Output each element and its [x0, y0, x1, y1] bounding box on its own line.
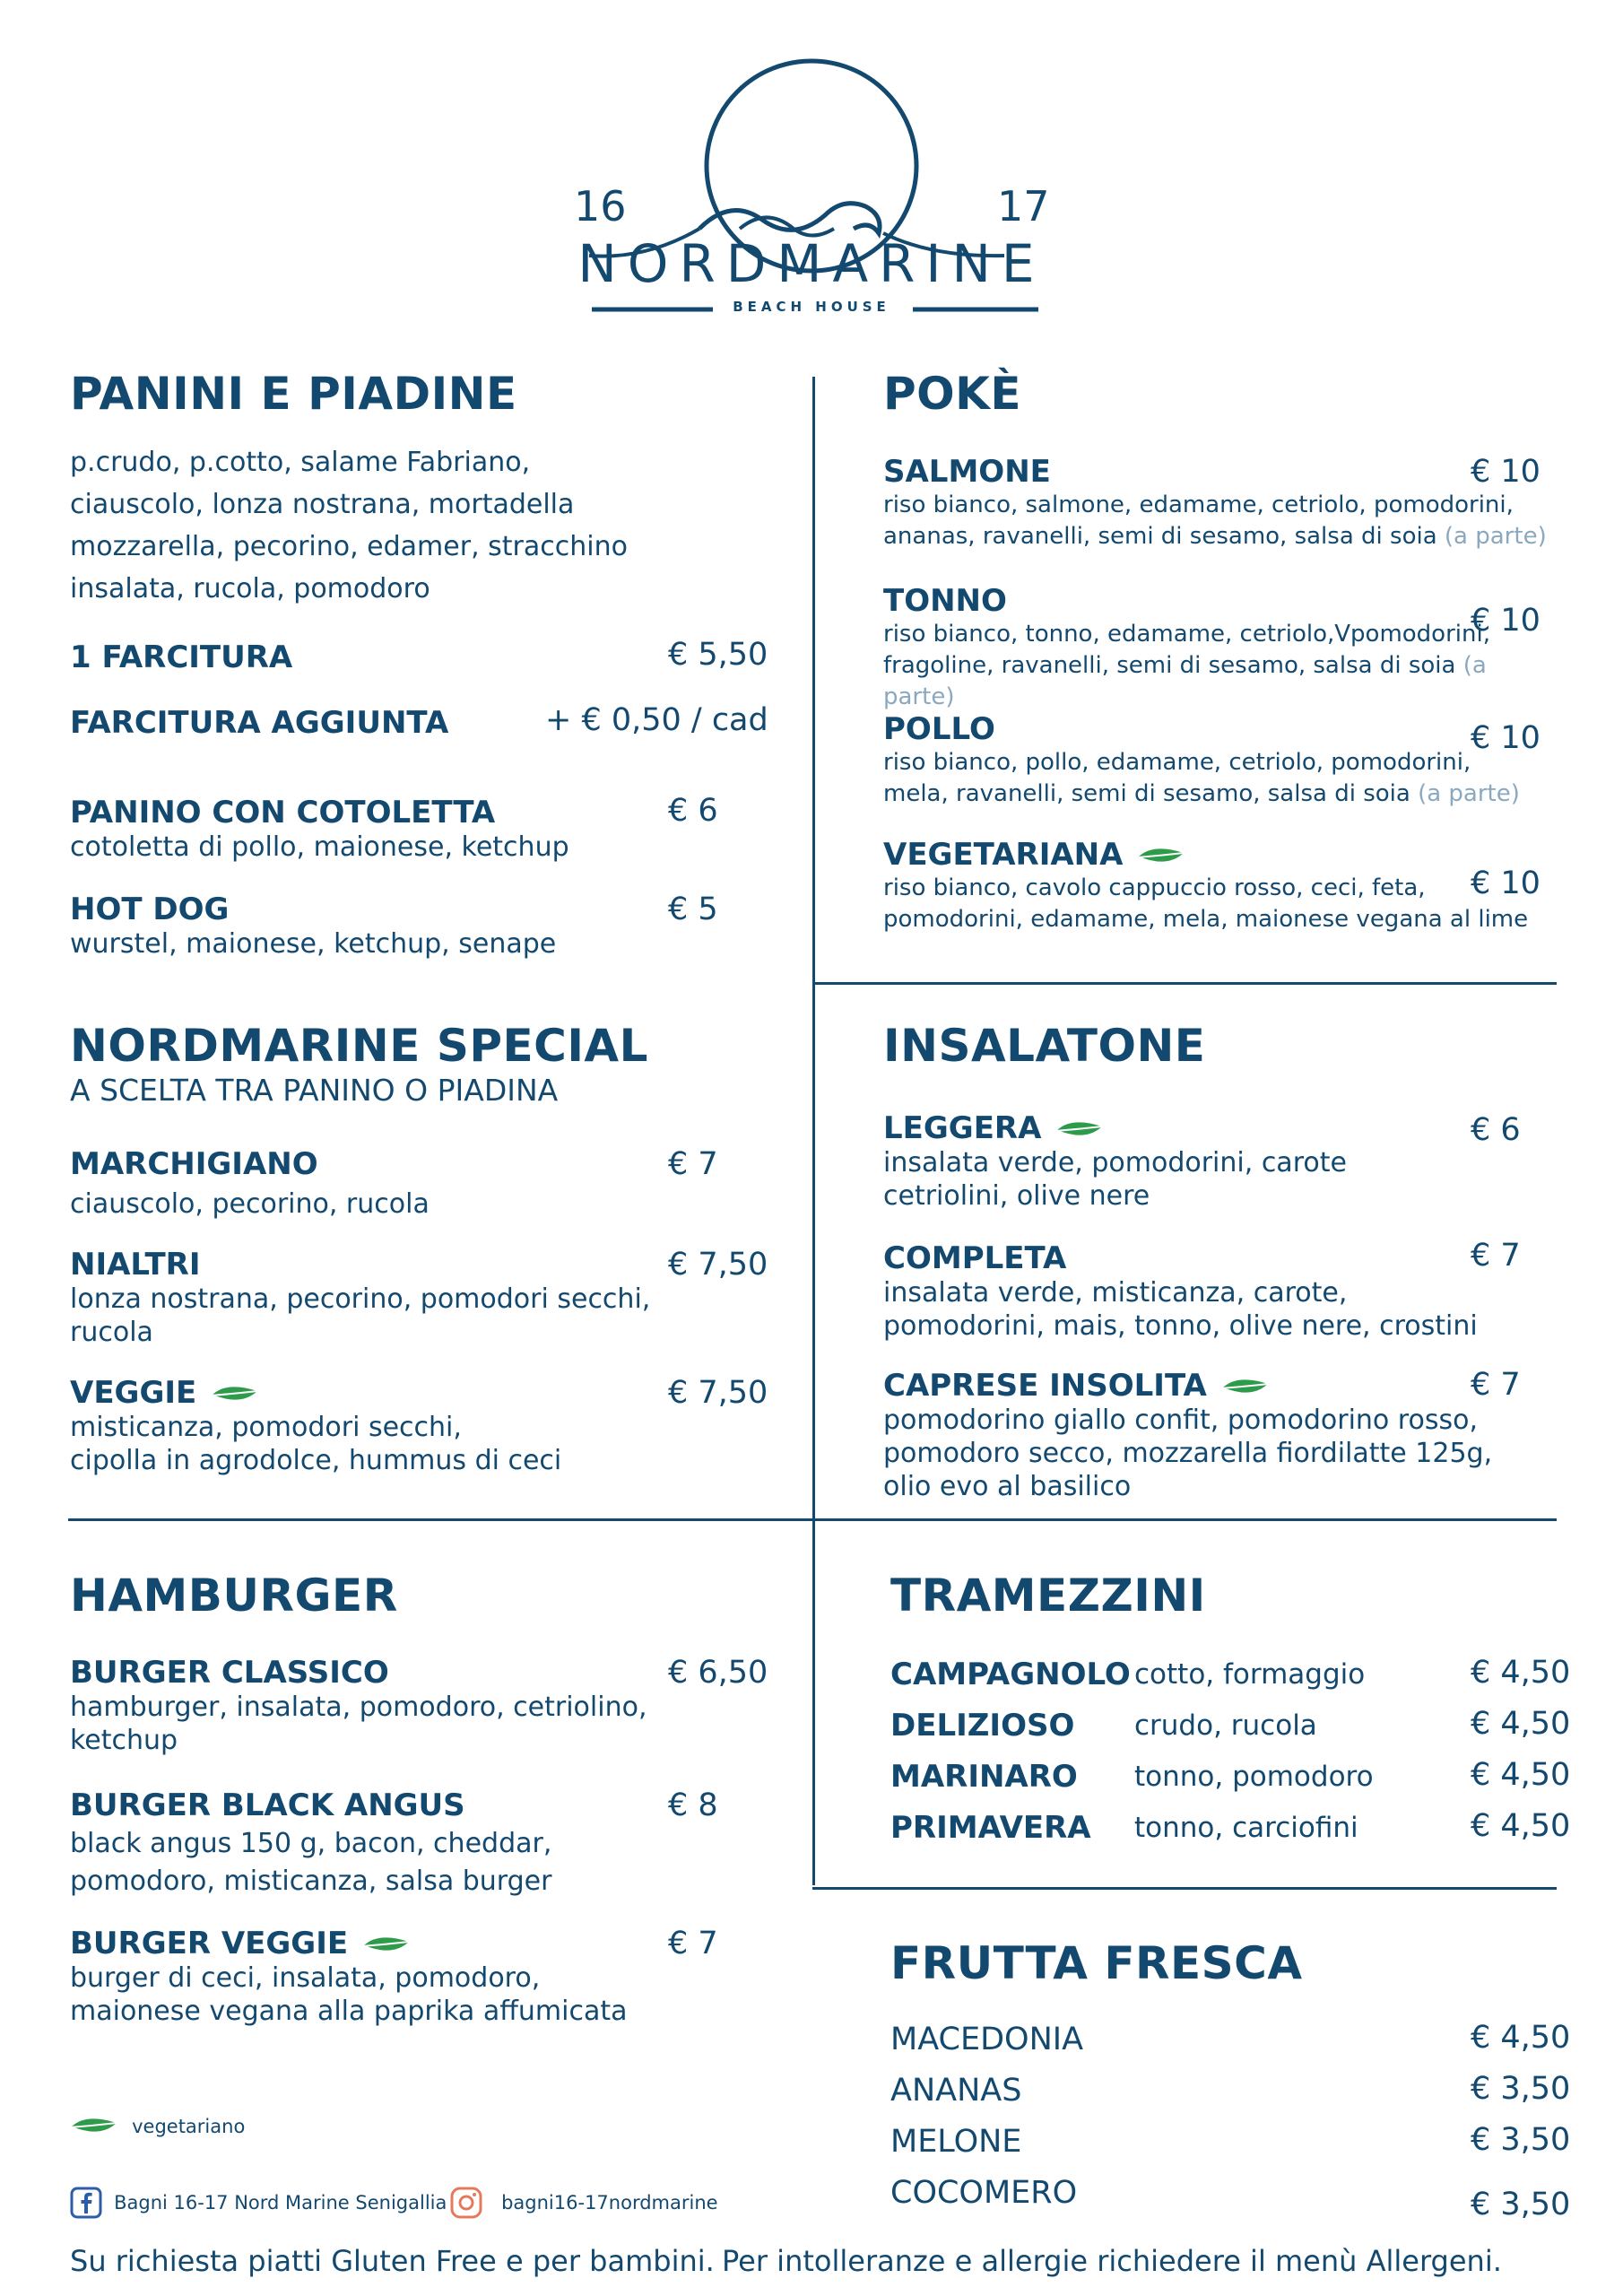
legend	[68, 2115, 245, 2142]
footer-allergy-note: Per intolleranze e allergie richiedere il menù Allergeni.	[722, 2244, 1502, 2278]
special-price-veggie: € 7,50	[668, 1375, 768, 1411]
desc-line: rucola	[70, 1317, 153, 1348]
cotoletta-name: PANINO CON COTOLETTA	[70, 795, 496, 831]
desc-line: mela, ravanelli, semi di sesamo, salsa di soia	[883, 780, 1410, 807]
insalatone-item-desc	[883, 1404, 1547, 1503]
special-item-desc: ciauscolo, pecorino, rucola	[70, 1188, 430, 1220]
poke-item-vegetariana	[883, 837, 1547, 935]
desc-line: pomodorino giallo confit, pomodorino rosso,	[883, 1405, 1478, 1436]
special-item-marchigiano	[70, 1146, 430, 1221]
a-parte-note: (a parte)	[1418, 780, 1520, 807]
tramezzino-name: MARINARO	[890, 1759, 1078, 1795]
special-price-nialtri: € 7,50	[668, 1247, 768, 1283]
instagram-handle: bagni16-17nordmarine	[501, 2192, 718, 2213]
poke-item-name: POLLO	[883, 711, 995, 747]
hotdog-price: € 5	[668, 891, 718, 927]
filling-line: p.crudo, p.cotto, salame Fabriano,	[70, 447, 531, 478]
desc-line: cipolla in agrodolce, hummus di ceci	[70, 1445, 562, 1476]
poke-item-pollo	[883, 711, 1547, 810]
filling-line: insalata, rucola, pomodoro	[70, 573, 430, 604]
hamburger-item-classico	[70, 1655, 647, 1757]
insalatone-item-leggera	[883, 1110, 1547, 1213]
a-parte-note: (a parte)	[1444, 523, 1547, 550]
frutta-name: COCOMERO	[890, 2175, 1078, 2211]
desc-line: hamburger, insalata, pomodoro, cetriolino,	[70, 1692, 647, 1723]
poke-title: POKÈ	[883, 368, 1022, 420]
insalatone-item-name: CAPRESE INSOLITA	[883, 1368, 1207, 1404]
poke-item-tonno	[883, 583, 1547, 713]
special-item-desc	[70, 1411, 561, 1477]
desc-line: ananas, ravanelli, semi di sesamo, salsa di soia	[883, 523, 1437, 550]
vegetarian-leaf-icon	[1219, 1376, 1270, 1399]
desc-line: pomodoro, misticanza, salsa burger	[70, 1866, 552, 1897]
tramezzino-name: PRIMAVERA	[890, 1810, 1091, 1846]
tramezzini-row	[890, 1808, 1571, 1849]
frutta-name: ANANAS	[890, 2073, 1022, 2109]
footer-gluten-note: Su richiesta piatti Gluten Free e per bambini.	[70, 2244, 715, 2278]
hamburger-item-desc	[70, 1691, 647, 1757]
desc-line: maionese vegana alla paprika affumicata	[70, 1996, 628, 2027]
hotdog-desc: wurstel, maionese, ketchup, senape	[70, 928, 557, 960]
filling-line: ciauscolo, lonza nostrana, mortadella	[70, 489, 575, 520]
tramezzini-title: TRAMEZZINI	[890, 1570, 1206, 1622]
poke-item-name-row	[883, 837, 1547, 873]
poke-item-desc	[883, 619, 1547, 713]
insalatone-item-name-row	[883, 1110, 1547, 1146]
frutta-price: € 4,50	[1471, 2020, 1571, 2056]
tramezzini-row	[890, 1706, 1571, 1747]
poke-price-tonno: € 10	[1471, 603, 1541, 639]
tramezzino-desc: tonno, pomodoro	[1134, 1761, 1374, 1793]
frutta-price: € 3,50	[1471, 2187, 1571, 2222]
vegetarian-leaf-icon	[68, 2115, 118, 2138]
desc-line: pomodorini, edamame, mela, maionese vegana al lime	[883, 906, 1529, 933]
desc-line: burger di ceci, insalata, pomodoro,	[70, 1962, 541, 1994]
poke-price-pollo: € 10	[1471, 720, 1541, 756]
divider-tramezzini-frutta	[812, 1887, 1557, 1890]
special-item-veggie	[70, 1375, 561, 1477]
tramezzini-row	[890, 1757, 1571, 1798]
desc-line: riso bianco, tonno, edamame, cetriolo,Vpomodorini,	[883, 621, 1490, 648]
desc-line: riso bianco, salmone, edamame, cetriolo, pomodorini,	[883, 491, 1514, 518]
insalatone-title: INSALATONE	[883, 1020, 1206, 1072]
frutta-name: MELONE	[890, 2124, 1022, 2160]
special-item-name-row	[70, 1375, 561, 1411]
logo	[574, 49, 1049, 323]
desc-line: misticanza, pomodori secchi,	[70, 1412, 462, 1443]
tramezzini-row	[890, 1655, 1571, 1696]
instagram-link[interactable]	[450, 2187, 718, 2221]
tramezzino-desc: cotto, formaggio	[1134, 1658, 1366, 1691]
poke-item-salmone	[883, 454, 1547, 552]
panini-title: PANINI E PIADINE	[70, 368, 517, 420]
hamburger-price-classico: € 6,50	[668, 1655, 768, 1691]
desc-line: fragoline, ravanelli, semi di sesamo, salsa di soia	[883, 652, 1456, 679]
special-price-marchigiano: € 7	[668, 1146, 718, 1182]
insalatone-item-name-row	[883, 1368, 1547, 1404]
hamburger-item-name: BURGER VEGGIE	[70, 1926, 349, 1961]
frutta-title: FRUTTA FRESCA	[890, 1937, 1303, 1989]
desc-line: black angus 150 g, bacon, cheddar,	[70, 1828, 552, 1859]
tramezzino-price: € 4,50	[1471, 1757, 1571, 1793]
aggiunta-price: + € 0,50 / cad	[545, 702, 768, 738]
poke-item-name: VEGETARIANA	[883, 837, 1124, 873]
facebook-link[interactable]	[70, 2187, 447, 2221]
tramezzino-name: CAMPAGNOLO	[890, 1657, 1131, 1692]
insalatone-item-desc	[883, 1146, 1547, 1213]
desc-line: pomodoro secco, mozzarella fiordilatte 125g,	[883, 1438, 1493, 1469]
insalatone-item-completa	[883, 1240, 1547, 1343]
hamburger-item-desc	[70, 1961, 628, 2028]
instagram-icon	[450, 2187, 482, 2219]
logo-left-number: 16	[574, 182, 627, 230]
vegetarian-leaf-icon	[209, 1383, 259, 1406]
frutta-price: € 3,50	[1471, 2122, 1571, 2158]
legend-label: vegetariano	[132, 2116, 246, 2137]
panini-fillings	[70, 441, 628, 610]
desc-line: riso bianco, pollo, edamame, cetriolo, pomodorini,	[883, 749, 1471, 776]
hamburger-item-desc	[70, 1825, 551, 1900]
desc-line: cetriolini, olive nere	[883, 1180, 1150, 1212]
poke-item-name: SALMONE	[883, 454, 1051, 490]
hamburger-item-name-row	[70, 1926, 628, 1961]
special-item-name: NIALTRI	[70, 1247, 201, 1283]
desc-line: pomodorini, mais, tonno, olive nere, crostini	[883, 1310, 1478, 1342]
desc-line: insalata verde, pomodorini, carote	[883, 1147, 1347, 1178]
aggiunta-label: FARCITURA AGGIUNTA	[70, 705, 449, 741]
farcitura-price: € 5,50	[668, 637, 768, 673]
hotdog-name: HOT DOG	[70, 891, 230, 927]
hamburger-price-veggie: € 7	[668, 1926, 718, 1961]
logo-right-number: 17	[997, 182, 1050, 230]
tramezzino-desc: tonno, carciofini	[1134, 1812, 1358, 1844]
special-item-name: MARCHIGIANO	[70, 1146, 318, 1182]
hamburger-title: HAMBURGER	[70, 1570, 398, 1622]
frutta-price: € 3,50	[1471, 2071, 1571, 2107]
insalatone-item-caprese	[883, 1368, 1547, 1503]
special-item-desc	[70, 1283, 650, 1349]
insalatone-item-name: COMPLETA	[883, 1240, 1067, 1276]
insalatone-price-caprese: € 7	[1471, 1367, 1521, 1403]
tramezzino-name: DELIZIOSO	[890, 1708, 1075, 1744]
desc-line: riso bianco, cavolo cappuccio rosso, ceci, feta,	[883, 874, 1426, 901]
cotoletta-desc: cotoletta di pollo, maionese, ketchup	[70, 831, 569, 863]
vegetarian-leaf-icon	[360, 1934, 411, 1957]
logo-subtitle: BEACH HOUSE	[733, 299, 890, 315]
frutta-name: MACEDONIA	[890, 2022, 1084, 2057]
insalatone-price-completa: € 7	[1471, 1238, 1521, 1274]
poke-item-desc	[883, 873, 1547, 935]
special-item-nialtri	[70, 1247, 650, 1349]
insalatone-item-name: LEGGERA	[883, 1110, 1042, 1146]
special-title: NORDMARINE SPECIAL	[70, 1020, 648, 1072]
vertical-divider-top	[812, 377, 815, 1885]
desc-line: insalata verde, misticanza, carote,	[883, 1277, 1348, 1309]
desc-line: olio evo al basilico	[883, 1471, 1132, 1502]
facebook-icon	[70, 2187, 102, 2219]
tramezzino-price: € 4,50	[1471, 1808, 1571, 1844]
hamburger-item-veggie	[70, 1926, 628, 2028]
insalatone-item-desc	[883, 1276, 1547, 1343]
special-item-name: VEGGIE	[70, 1375, 197, 1411]
tramezzino-price: € 4,50	[1471, 1655, 1571, 1691]
divider-middle	[68, 1518, 1557, 1521]
desc-line: ketchup	[70, 1725, 178, 1756]
vegetarian-leaf-icon	[1135, 845, 1185, 868]
a-parte-note: (a parte)	[883, 652, 1487, 710]
logo-name: NORDMARINE	[577, 233, 1046, 294]
hamburger-item-name: BURGER CLASSICO	[70, 1655, 389, 1691]
hamburger-item-angus	[70, 1787, 551, 1900]
hamburger-item-name: BURGER BLACK ANGUS	[70, 1787, 465, 1823]
poke-item-name: TONNO	[883, 583, 1007, 619]
poke-price-vegetariana: € 10	[1471, 865, 1541, 901]
vegetarian-leaf-icon	[1054, 1118, 1104, 1142]
poke-item-desc	[883, 747, 1547, 810]
filling-line: mozzarella, pecorino, edamer, stracchino	[70, 531, 628, 562]
farcitura-label: 1 FARCITURA	[70, 639, 293, 675]
tramezzino-desc: crudo, rucola	[1134, 1709, 1317, 1742]
insalatone-price-leggera: € 6	[1471, 1112, 1521, 1148]
poke-item-desc	[883, 490, 1547, 552]
special-subtitle: A SCELTA TRA PANINO O PIADINA	[70, 1073, 559, 1108]
poke-price-salmone: € 10	[1471, 454, 1541, 490]
divider-poke-insalatone	[812, 982, 1557, 985]
tramezzino-price: € 4,50	[1471, 1706, 1571, 1742]
desc-line: lonza nostrana, pecorino, pomodori secchi,	[70, 1283, 651, 1315]
facebook-handle: Bagni 16-17 Nord Marine Senigallia	[114, 2192, 447, 2213]
cotoletta-price: € 6	[668, 793, 718, 829]
hamburger-price-angus: € 8	[668, 1787, 718, 1823]
